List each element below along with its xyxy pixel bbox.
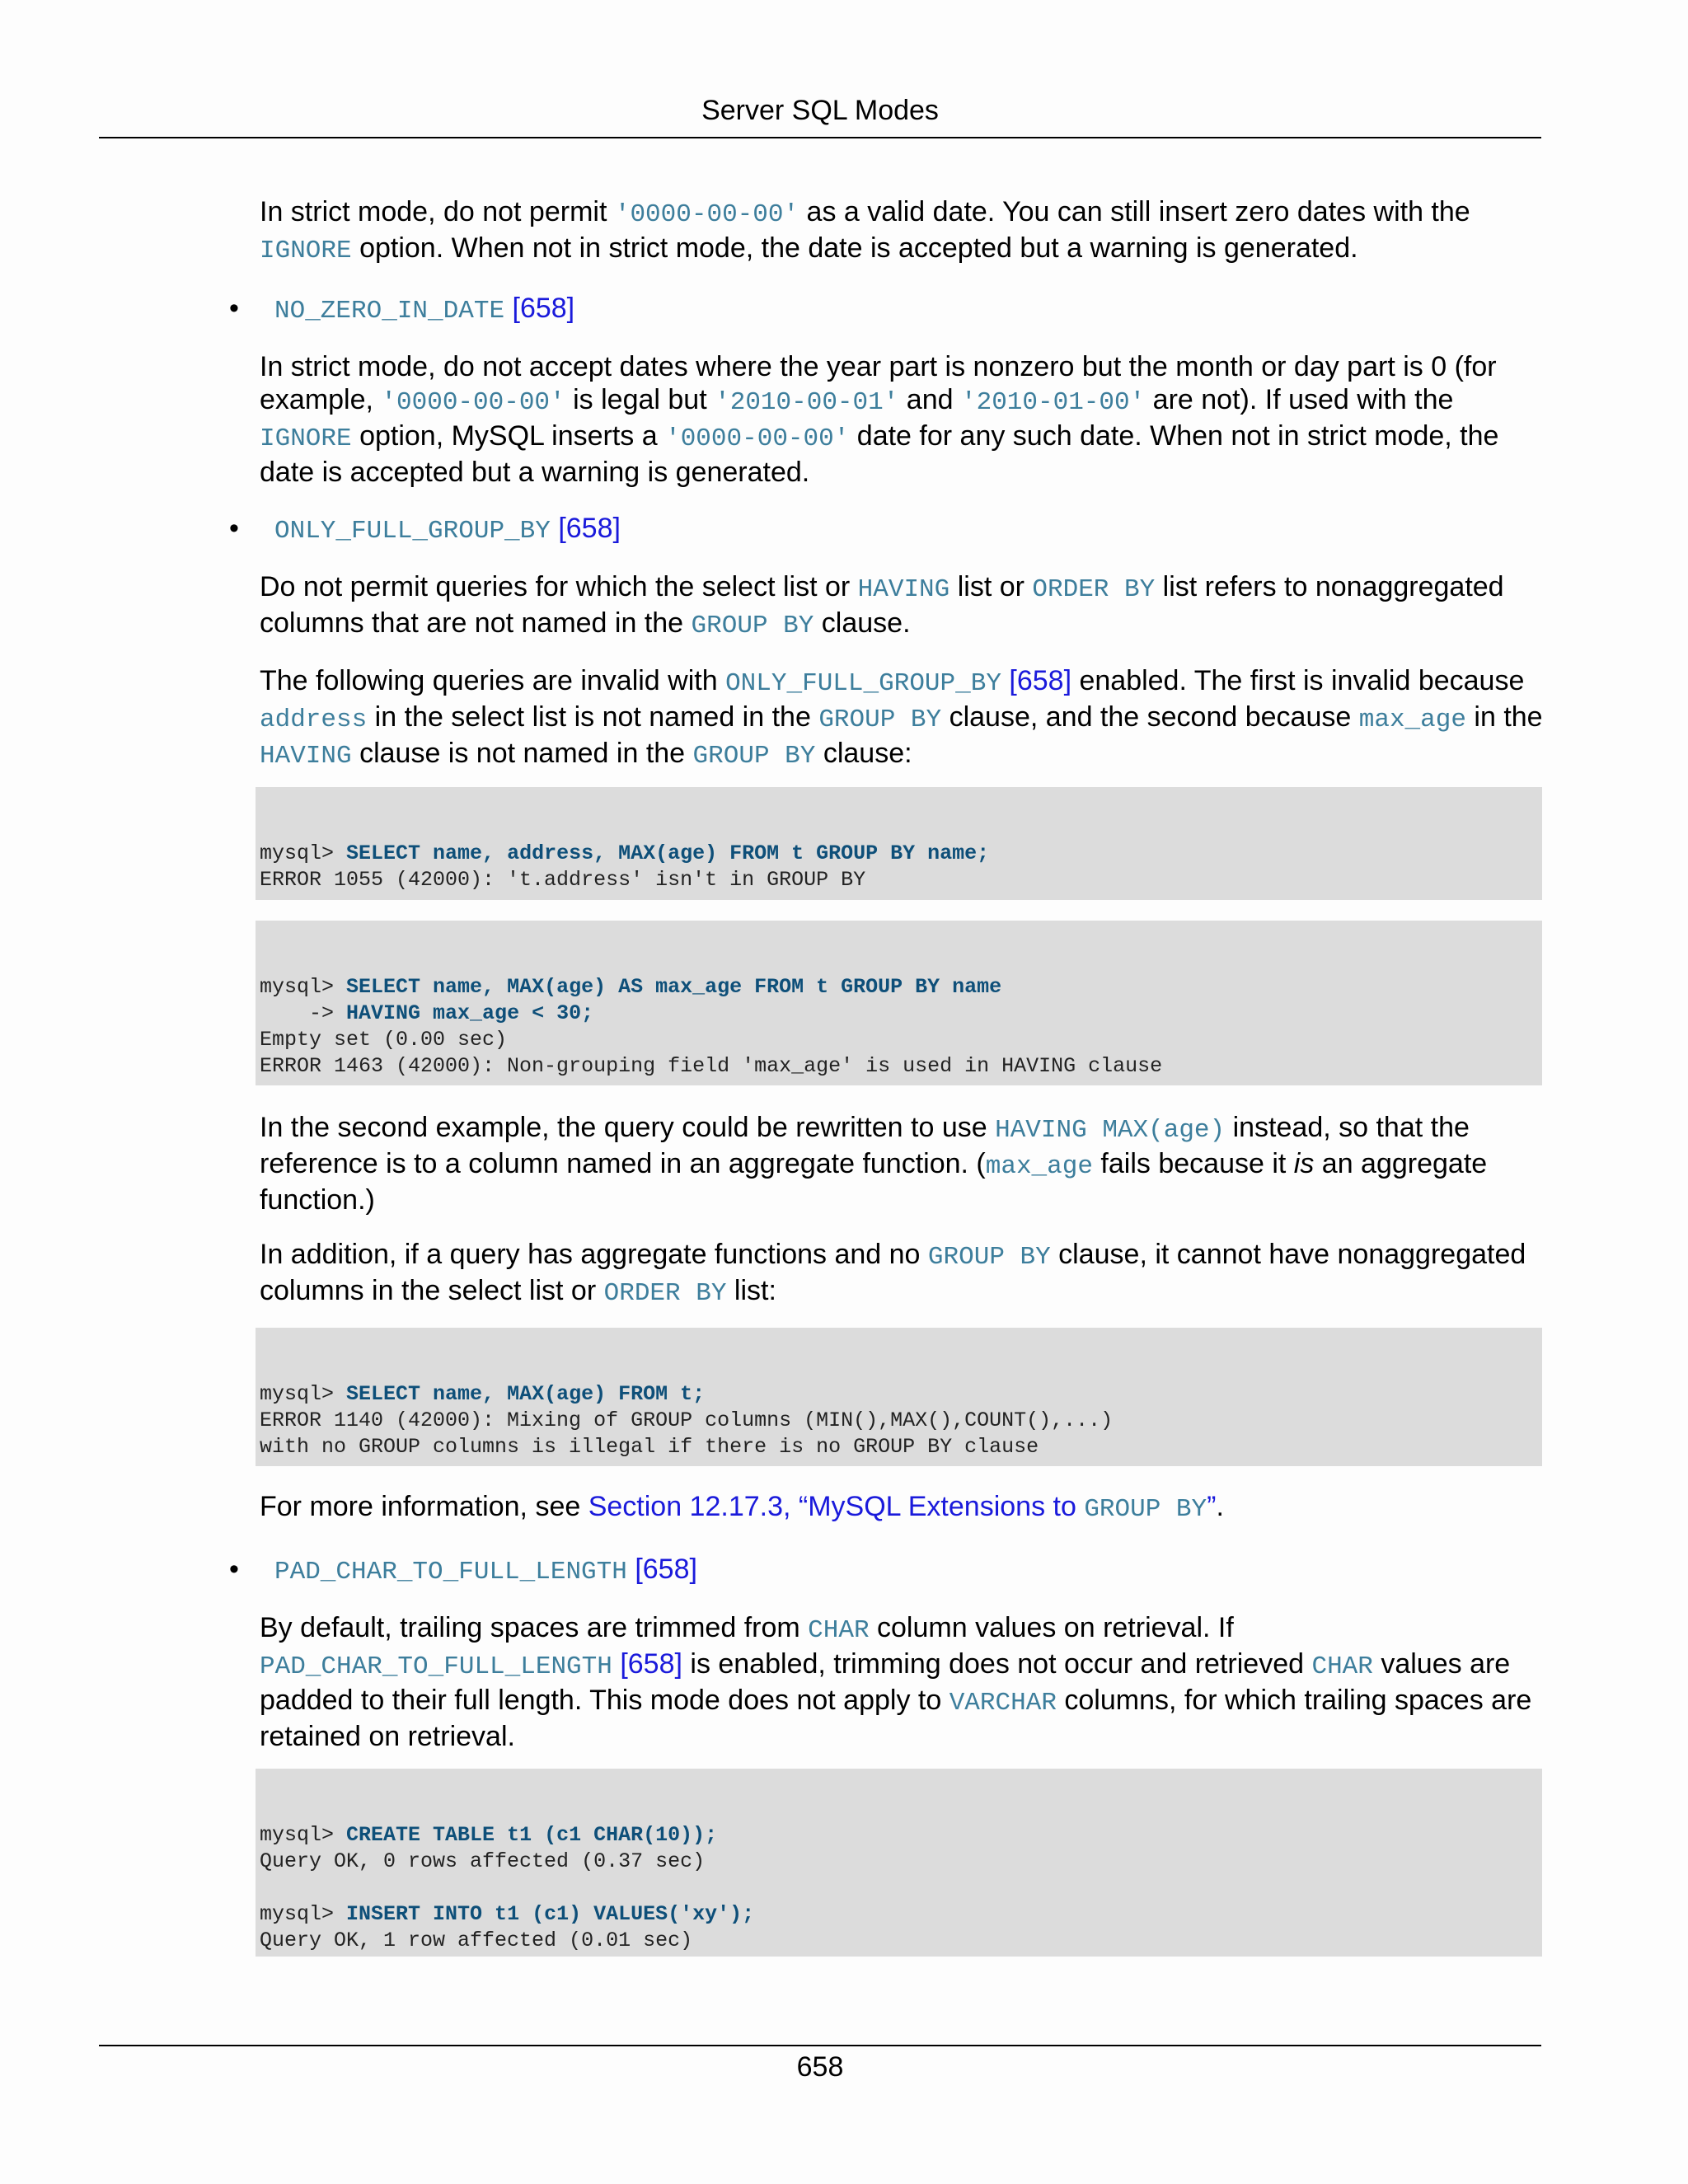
code-line: mysql> CREATE TABLE t1 (c1 CHAR(10));: [260, 1823, 718, 1847]
no-zero-in-date-term: [274, 292, 574, 328]
aggregate-functions-paragraph: In addition, if a query has aggregate functions and no GROUP BY clause, it cannot have nonaggregated columns in the select list or ORDER BY list:: [260, 1239, 1526, 1308]
bullet: •: [229, 1554, 239, 1585]
pad-char-description: By default, trailing spaces are trimmed from CHAR column values on retrieval. If PAD_CHAR_TO_FULL_LENGTH [658] is enabled, trimming does not occur and retrieved CHAR values are padded to their full length. This mode does not apply to VARCHAR columns, for which trailing spaces are retained on retrieval.: [260, 1612, 1532, 1752]
more-info-paragraph: For more information, see Section 12.17.3, “MySQL Extensions to GROUP BY”.: [260, 1491, 1224, 1524]
code-block: [256, 1328, 1542, 1466]
code-line: -> HAVING max_age < 30;: [260, 1001, 594, 1025]
code-line: ERROR 1140 (42000): Mixing of GROUP columns (MIN(),MAX(),COUNT(),...): [260, 1408, 1114, 1432]
page-number: 658: [796, 2051, 844, 2083]
code-line: Query OK, 1 row affected (0.01 sec): [260, 1929, 693, 1952]
code-line: Query OK, 0 rows affected (0.37 sec): [260, 1849, 706, 1873]
code-line: with no GROUP columns is illegal if there is no GROUP BY clause: [260, 1435, 1039, 1459]
code-block: [256, 787, 1542, 900]
code-block: [256, 921, 1542, 1085]
no-zero-in-date-description: In strict mode, do not accept dates where the year part is nonzero but the month or day part is 0 (for example, '0000-00-00' is legal but '2010-00-01' and '2010-01-00' are not). If used with the IGNORE option, MySQL inserts a '0000-00-00' date for any such date. When not in strict mode, the date is accepted but a warning is generated.: [260, 351, 1499, 488]
pad-char-term: [274, 1553, 697, 1589]
page-ref-link[interactable]: [658]: [558, 513, 621, 544]
intro-paragraph: In strict mode, do not permit '0000-00-00' as a valid date. You can still insert zero dates with the IGNORE option. When not in strict mode, the date is accepted but a warning is generated.: [260, 196, 1470, 265]
rewrite-explanation-paragraph: In the second example, the query could be rewritten to use HAVING MAX(age) instead, so that the reference is to a column named in an aggregate function. (max_age fails because it is an aggregate function.): [260, 1112, 1488, 1216]
code-line: mysql> SELECT name, MAX(age) AS max_age FROM t GROUP BY name: [260, 975, 1002, 999]
page-ref-link[interactable]: [658]: [635, 1554, 697, 1585]
page-header-title: Server SQL Modes: [701, 95, 939, 126]
invalid-queries-paragraph: The following queries are invalid with ONLY_FULL_GROUP_BY [658] enabled. The first is invalid because address in the select list is not named in the GROUP BY clause, and the second because max_age in the HAVING clause is not named in the GROUP BY clause:: [260, 665, 1543, 771]
code-line: ERROR 1055 (42000): 't.address' isn't in GROUP BY: [260, 868, 866, 892]
code-line: mysql> INSERT INTO t1 (c1) VALUES('xy');: [260, 1902, 755, 1926]
only-full-group-by-term: [274, 512, 621, 548]
page-ref-link[interactable]: [658]: [512, 293, 575, 324]
code-line: mysql> SELECT name, address, MAX(age) FROM t GROUP BY name;: [260, 841, 990, 865]
no-zero-in-date-link[interactable]: NO_ZERO_IN_DATE: [274, 297, 505, 326]
only-full-group-by-description: Do not permit queries for which the select list or HAVING list or ORDER BY list refers to nonaggregated columns that are not named in the GROUP BY clause.: [260, 571, 1504, 640]
code-line: mysql> SELECT name, MAX(age) FROM t;: [260, 1382, 706, 1406]
code-line: Empty set (0.00 sec): [260, 1028, 508, 1052]
bullet: •: [229, 293, 239, 324]
code-line: [260, 1875, 1542, 1901]
only-full-group-by-inline-link[interactable]: ONLY_FULL_GROUP_BY: [725, 669, 1001, 698]
page-ref-link[interactable]: [658]: [620, 1648, 682, 1680]
code-block: [256, 1769, 1542, 1957]
footer-rule: [99, 2045, 1541, 2046]
pad-char-link[interactable]: PAD_CHAR_TO_FULL_LENGTH: [274, 1558, 627, 1586]
section-link[interactable]: Section 12.17.3, “MySQL Extensions to GROUP BY”: [588, 1491, 1217, 1524]
header-rule: [99, 137, 1541, 138]
pad-char-inline-link[interactable]: PAD_CHAR_TO_FULL_LENGTH: [260, 1652, 612, 1681]
only-full-group-by-link[interactable]: ONLY_FULL_GROUP_BY: [274, 517, 551, 546]
code-line: ERROR 1463 (42000): Non-grouping field 'max_age' is used in HAVING clause: [260, 1054, 1163, 1078]
bullet: •: [229, 513, 239, 544]
page-ref-link[interactable]: [658]: [1009, 665, 1072, 696]
